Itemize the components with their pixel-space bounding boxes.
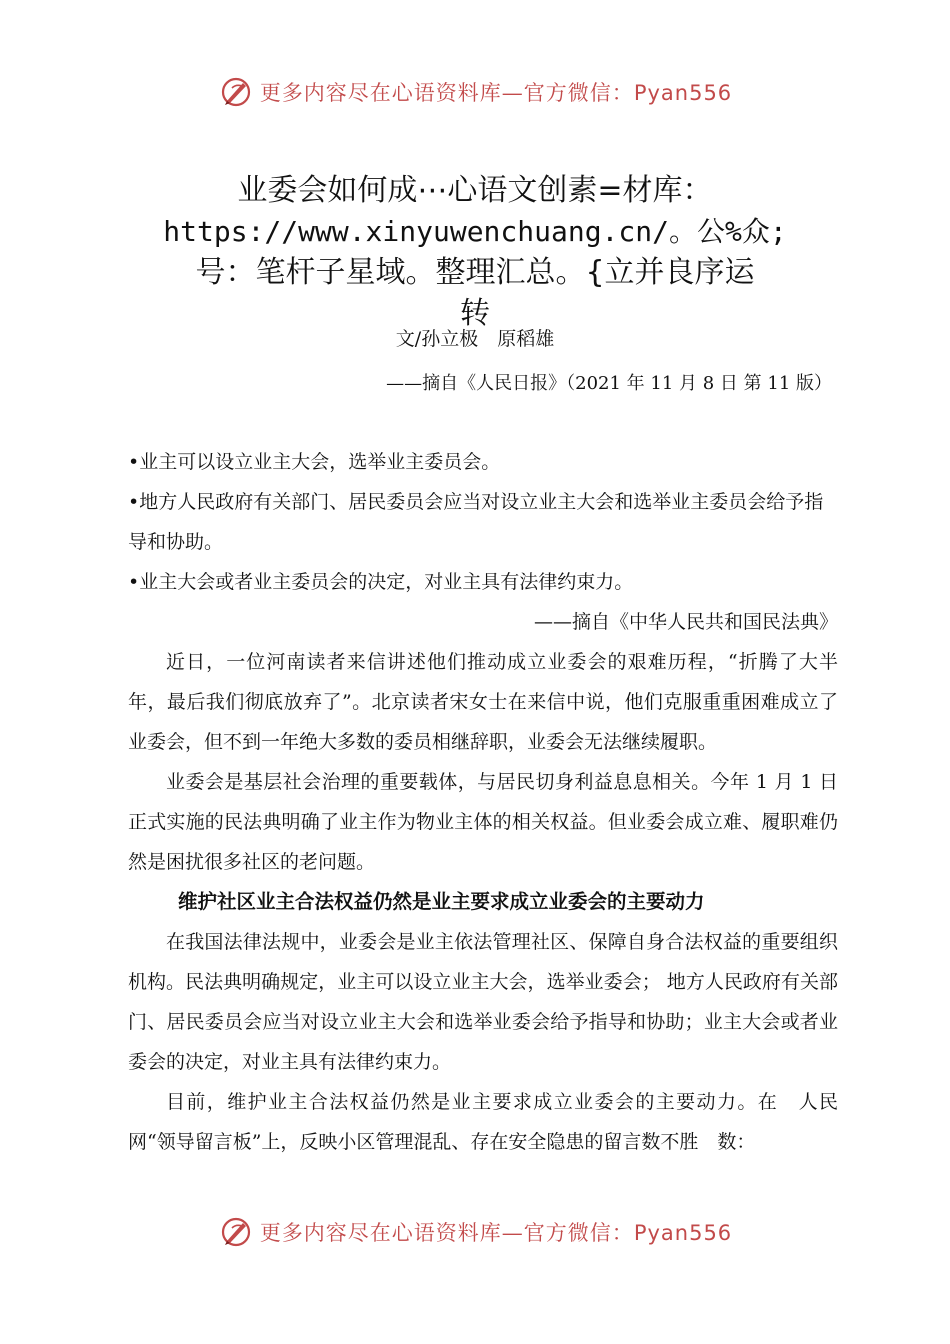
law-bullet-1: •业主可以设立业主大会，选举业主委员会。 bbox=[128, 451, 501, 473]
civil-code-source: ——摘自《中华人民共和国民法典》 bbox=[533, 611, 838, 633]
paragraph-3: 在我国法律法规中，业委会是业主依法管理社区、保障自身合法权益的重要组织机构。民法典明确规定，业主可以设立业主大会，选举业委会； 地方人民政府有关部门、居民委员会应当对设立业主大会和选举业委会给予指导和协助；业主大会或者业委会的决定，对业主具有法律约束力。 bbox=[128, 931, 838, 1073]
wechat-id: Pyan556 bbox=[633, 81, 733, 105]
wechat-id: Pyan556 bbox=[633, 1221, 733, 1245]
banner-text: 更多内容尽在心语资料库—官方微信：Pyan556 bbox=[259, 81, 733, 105]
banner-text: 更多内容尽在心语资料库—官方微信：Pyan556 bbox=[259, 1221, 733, 1245]
pen-logo-icon bbox=[218, 1214, 254, 1250]
article-body bbox=[128, 442, 838, 1162]
law-bullet-3: •业主大会或者业主委员会的决定，对业主具有法律约束力。 bbox=[128, 571, 634, 593]
header-banner bbox=[0, 72, 950, 112]
paragraph-4: 目前，维护业主合法权益仍然是业主要求成立业委会的主要动力。在 人民网“领导留言板”上，反映小区管理混乱、存在安全隐患的留言数不胜 数： bbox=[128, 1091, 838, 1153]
title-line-2: https://www.xinyuwenchuang.cn/。公%众; bbox=[163, 215, 787, 248]
title-line-3: 号：笔杆子星域。整理汇总。{立并良序运 bbox=[195, 255, 755, 290]
pen-logo-icon bbox=[218, 74, 254, 110]
section-heading: 维护社区业主合法权益仍然是业主要求成立业委会的主要动力 bbox=[178, 890, 705, 913]
title-line-1: 业委会如何成⋯心语文创素=材库： bbox=[237, 173, 713, 208]
article-title bbox=[150, 170, 800, 334]
footer-banner bbox=[0, 1212, 950, 1252]
paragraph-2: 业委会是基层社会治理的重要载体，与居民切身利益息息相关。今年 1 月 1 日正式实施的民法典明确了业主作为物业主体的相关权益。但业委会成立难、履职难仍然是困扰很多社区的老问题。 bbox=[128, 771, 838, 873]
title-line-4: 转 bbox=[460, 296, 490, 331]
law-bullet-2: •地方人民政府有关部门、居民委员会应当对设立业主大会和选举业主委员会给予指导和协助。 bbox=[128, 491, 824, 553]
paragraph-1: 近日，一位河南读者来信讲述他们推动成立业委会的艰难历程，“折腾了大半年，最后我们彻底放弃了”。北京读者宋女士在来信中说，他们克服重重困难成立了业委会，但不到一年绝大多数的委员相继辞职，业委会无法继续履职。 bbox=[128, 651, 838, 753]
newspaper-source: ——摘自《人民日报》（2021 年 11 月 8 日 第 11 版） bbox=[386, 373, 832, 394]
byline: 文/孙立极 原稻雄 bbox=[395, 328, 555, 350]
